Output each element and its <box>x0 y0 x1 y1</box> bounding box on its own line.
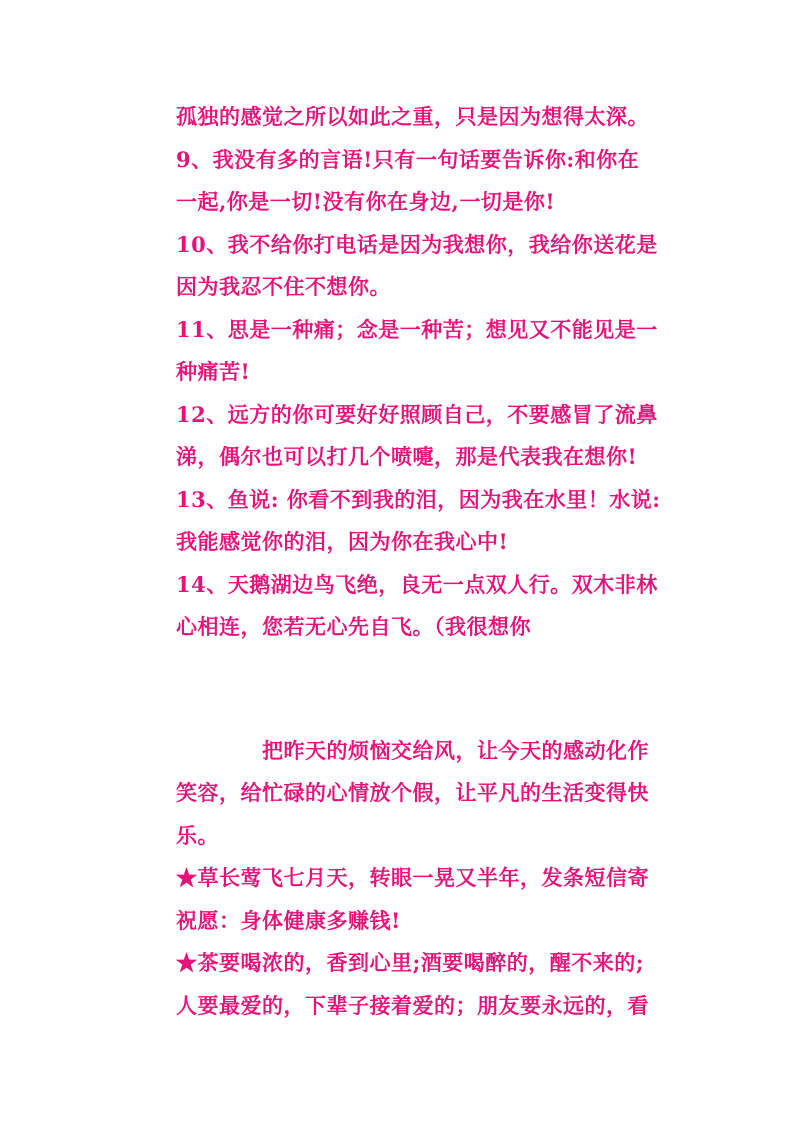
text-line: 涕，偶尔也可以打几个喷嚏，那是代表我在想你! <box>176 444 638 469</box>
text-line: 12、远方的你可要好好照顾自己，不要感冒了流鼻 <box>176 402 658 427</box>
text-line: 我能感觉你的泪，因为你在我心中! <box>176 529 509 554</box>
text-line: 乐。 <box>176 823 219 848</box>
text-line: 祝愿：身体健康多赚钱! <box>176 908 401 933</box>
text-line: 种痛苦! <box>176 359 251 384</box>
text-line: 13、鱼说: 你看不到我的泪，因为我在水里！水说: <box>176 487 661 512</box>
text-line: 一起,你是一切!没有你在身边,一切是你! <box>176 189 556 214</box>
text-line: 人要最爱的，下辈子接着爱的；朋友要永远的，看 <box>176 993 649 1018</box>
text-line: 孤独的感觉之所以如此之重，只是因为想得太深。 <box>176 104 649 129</box>
text-line: 10、我不给你打电话是因为我想你，我给你送花是 <box>176 232 658 257</box>
text-line: 把昨天的烦恼交给风，让今天的感动化作 <box>176 738 649 763</box>
text-line: 14、天鹅湖边鸟飞绝，良无一点双人行。双木非林 <box>176 572 658 597</box>
text-line: 心相连，您若无心先自飞。（我很想你 <box>176 614 531 639</box>
text-line: 笑容，给忙碌的心情放个假，让平凡的生活变得快 <box>176 780 649 805</box>
text-line: 9、我没有多的言语!只有一句话要告诉你:和你在 <box>176 147 640 172</box>
text-line: 因为我忍不住不想你。 <box>176 274 391 299</box>
text-line: ★茶要喝浓的，香到心里;酒要喝醉的，醒不来的; <box>176 950 645 975</box>
text-line: 11、思是一种痛；念是一种苦；想见又不能见是一 <box>176 317 658 342</box>
text-line: ★草长莺飞七月天，转眼一晃又半年，发条短信寄 <box>176 865 649 890</box>
